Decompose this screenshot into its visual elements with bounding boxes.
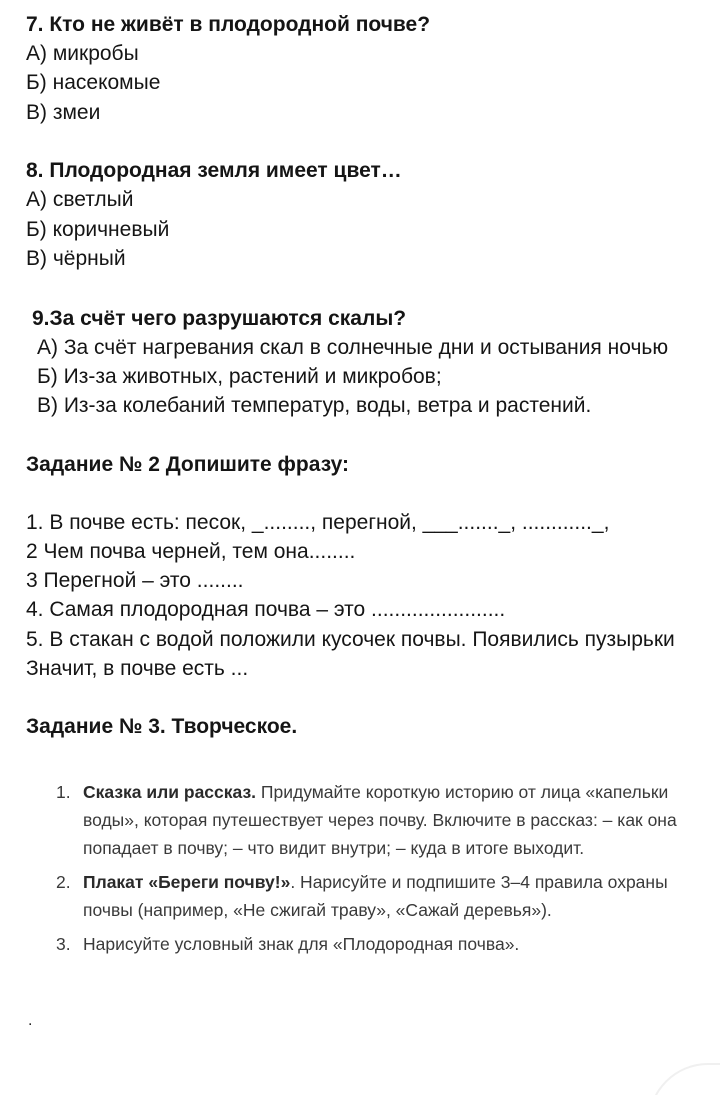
question-7-option-a: А) микробы (26, 42, 139, 65)
question-9-option-b: Б) Из-за животных, растений и микробов; (37, 365, 442, 388)
creative-item-1-text: Придумайте короткую историю от лица «капельки (256, 782, 669, 802)
task-2-line-4: 4. Самая плодородная почва – это ....................... (26, 598, 506, 621)
task-3-title: Задание № 3. Творческое. (26, 715, 298, 738)
creative-task-item (56, 868, 720, 924)
question-8-option-c: В) чёрный (26, 247, 126, 270)
question-7-option-b: Б) насекомые (26, 71, 161, 94)
creative-item-2-line-2: почвы (например, «Не сжигай траву», «Сажай деревья»). (83, 900, 552, 920)
task-2-line-5: 5. В стакан с водой положили кусочек почвы. Появились пузырьки (26, 628, 675, 651)
question-8-option-a: А) светлый (26, 188, 134, 211)
creative-item-2-line-1 (83, 868, 720, 896)
creative-task-item (56, 930, 720, 958)
list-number: 1. (56, 782, 71, 802)
task-2-line-6: Значит, в почве есть ... (26, 657, 249, 680)
task-2-line-3: 3 Перегной – это ........ (26, 569, 244, 592)
creative-task-item (56, 778, 720, 862)
creative-item-1-line-3: попадает в почву; – что видит внутри; – куда в итоге выходит. (83, 838, 585, 858)
question-9-title: 9.За счёт чего разрушаются скалы? (32, 307, 407, 330)
creative-item-1-line-1 (83, 778, 720, 806)
creative-item-2-text: . Нарисуйте и подпишите 3–4 правила охраны (290, 872, 668, 892)
list-number: 2. (56, 872, 71, 892)
creative-item-1-heading: Сказка или рассказ. (83, 782, 257, 802)
question-9-option-a: А) За счёт нагревания скал в солнечные дни и остывания ночью (37, 336, 669, 359)
question-8-title: 8. Плодородная земля имеет цвет… (26, 159, 402, 182)
creative-item-3-line-1: Нарисуйте условный знак для «Плодородная почва». (83, 934, 520, 954)
creative-item-1-line-2: воды», которая путешествует через почву. Включите в рассказ: – как она (83, 810, 677, 830)
creative-item-2-heading: Плакат «Береги почву!» (83, 872, 291, 892)
stray-dot: . (28, 1012, 33, 1029)
task-2-line-1: 1. В почве есть: песок, _........, перегной, ___......._, ............_, (26, 511, 610, 534)
question-7-option-c: В) змеи (26, 101, 101, 124)
creative-task-list (56, 778, 720, 964)
page-curl-shadow (648, 1063, 720, 1095)
question-8-option-b: Б) коричневый (26, 218, 170, 241)
task-2-line-2: 2 Чем почва черней, тем она........ (26, 540, 356, 563)
list-number: 3. (56, 934, 71, 954)
question-7-title: 7. Кто не живёт в плодородной почве? (26, 13, 431, 36)
task-2-title: Задание № 2 Допишите фразу: (26, 453, 350, 476)
question-9-option-c: В) Из-за колебаний температур, воды, ветра и растений. (37, 394, 592, 417)
